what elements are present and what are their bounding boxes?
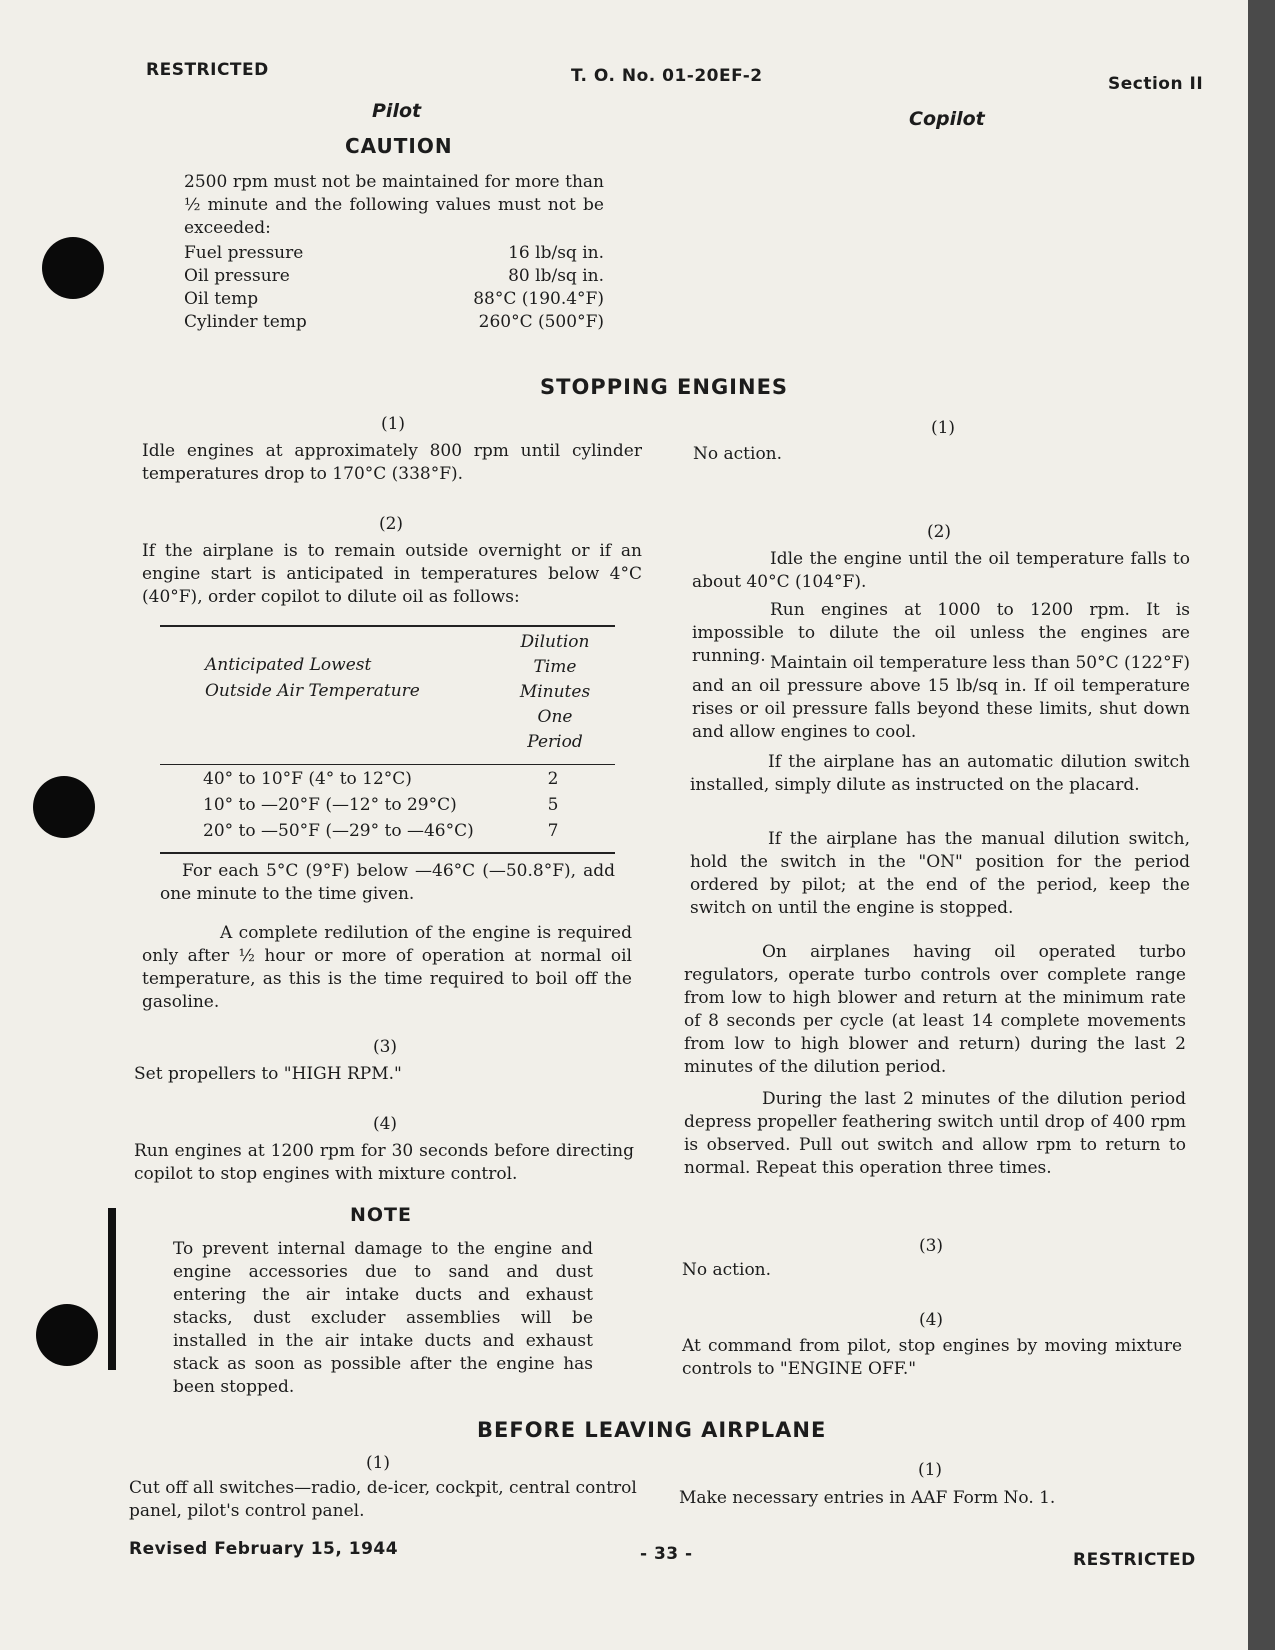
table-row: [203, 795, 563, 820]
table-row: [203, 821, 563, 846]
copilot-paragraph-5: If the airplane has the manual dilution switch, hold the switch in the "ON" position for the period ordered by pilot; at the end of the period, keep the switch on until the engine is stopped.: [690, 829, 1190, 918]
limit-label: Oil pressure: [184, 266, 290, 286]
table-top-rule: [160, 625, 615, 627]
table-header-rule: [160, 764, 615, 765]
table-footnote: For each 5°C (9°F) below —46°C (—50.8°F), add one minute to the time given.: [160, 861, 615, 904]
copilot-step-3-text: No action.: [682, 1260, 772, 1280]
copilot-column-heading: Copilot: [909, 108, 985, 130]
table-col2-line5: Period: [527, 732, 583, 752]
caution-title: CAUTION: [345, 134, 453, 158]
note-title: NOTE: [350, 1204, 412, 1226]
caution-text: 2500 rpm must not be maintained for more than ½ minute and the following values must not be exceeded:: [184, 172, 604, 238]
limit-row: [184, 266, 604, 289]
pilot-column-heading: Pilot: [372, 100, 422, 122]
leaving-copilot-text: Make necessary entries in AAF Form No. 1.: [679, 1488, 1056, 1508]
limit-value: 88°C (190.4°F): [473, 289, 604, 309]
limit-value: 16 lb/sq in.: [508, 243, 604, 263]
copilot-paragraph-3: Maintain oil temperature less than 50°C (122°F) and an oil pressure above 15 lb/sq in. If oil temperature rises or oil pressure falls beyond these limits, shut down and allow engines to cool.: [692, 653, 1190, 742]
binder-hole-bottom: [36, 1304, 98, 1366]
change-bar: [108, 1208, 116, 1370]
table-cell-temp: 20° to —50°F (—29° to —46°C): [203, 821, 474, 841]
limit-row: [184, 289, 604, 312]
header-restricted: RESTRICTED: [146, 60, 269, 80]
pilot-step-4-text: Run engines at 1200 rpm for 30 seconds before directing copilot to stop engines with mixture control.: [134, 1141, 634, 1184]
copilot-step-2-number: (2): [926, 522, 952, 542]
table-row: [203, 769, 563, 794]
copilot-paragraph-6: On airplanes having oil operated turbo regulators, operate turbo controls over complete range from low to high blower and return at the minimum rate of 8 seconds per cycle (at least 14 complete movements from low to high blower and return) during the last 2 minutes of the dilution period.: [684, 942, 1186, 1077]
copilot-step-1-number: (1): [930, 418, 956, 438]
limit-value: 80 lb/sq in.: [508, 266, 604, 286]
limit-label: Cylinder temp: [184, 312, 307, 332]
table-cell-minutes: 5: [547, 795, 559, 815]
pilot-step-1-text: Idle engines at approximately 800 rpm until cylinder temperatures drop to 170°C (338°F).: [142, 441, 642, 484]
copilot-step-4-number: (4): [918, 1310, 944, 1330]
copilot-paragraph-1: Idle the engine until the oil temperature falls to about 40°C (104°F).: [692, 549, 1190, 592]
limit-label: Fuel pressure: [184, 243, 304, 263]
table-cell-temp: 40° to 10°F (4° to 12°C): [203, 769, 412, 789]
pilot-step-4-number: (4): [372, 1114, 398, 1134]
limit-label: Oil temp: [184, 289, 259, 309]
limit-row: [184, 243, 604, 266]
pilot-step-1-number: (1): [380, 414, 406, 434]
stopping-engines-heading: STOPPING ENGINES: [540, 375, 789, 399]
table-cell-minutes: 2: [547, 769, 559, 789]
footer-page-number: - 33 -: [640, 1544, 693, 1564]
copilot-step-4-text: At command from pilot, stop engines by moving mixture controls to "ENGINE OFF.": [682, 1336, 1182, 1379]
table-bottom-rule: [160, 852, 615, 854]
footer-revised-date: Revised February 15, 1944: [129, 1539, 399, 1559]
binder-hole-middle: [33, 776, 95, 838]
copilot-paragraph-7: During the last 2 minutes of the dilution period depress propeller feathering switch until drop of 400 rpm is observed. Pull out switch and allow rpm to return to normal. Repeat this operation three times.: [684, 1089, 1186, 1178]
copilot-paragraph-2: Run engines at 1000 to 1200 rpm. It is impossible to dilute the oil unless the engines are running.: [692, 600, 1190, 666]
binder-hole-top: [42, 237, 104, 299]
table-col2-line2: Time: [533, 657, 577, 677]
footer-restricted: RESTRICTED: [1073, 1550, 1196, 1570]
before-leaving-heading: BEFORE LEAVING AIRPLANE: [477, 1418, 827, 1442]
limit-row: [184, 312, 604, 335]
header-section: Section II: [1108, 74, 1204, 94]
copilot-step-3-number: (3): [918, 1236, 944, 1256]
pilot-step-3-number: (3): [372, 1037, 398, 1057]
table-cell-temp: 10° to —20°F (—12° to 29°C): [203, 795, 457, 815]
note-text: To prevent internal damage to the engine and engine accessories due to sand and dust entering the air intake ducts and exhaust stacks, dust excluder assemblies will be installed in the air intake ducts and exhaust stack as soon as possible after the engine has been stopped.: [173, 1239, 593, 1397]
limit-value: 260°C (500°F): [478, 312, 604, 332]
leaving-copilot-step-number: (1): [917, 1460, 943, 1480]
header-to-number: T. O. No. 01-20EF-2: [571, 66, 763, 86]
leaving-pilot-step-number: (1): [365, 1453, 391, 1473]
table-col1-line2: Outside Air Temperature: [205, 681, 420, 701]
table-col2-line1: Dilution: [520, 632, 590, 652]
pilot-step-2-number: (2): [378, 514, 404, 534]
redilution-paragraph: A complete redilution of the engine is required only after ½ hour or more of operation at normal oil temperature, as this is the time required to boil off the gasoline.: [142, 923, 632, 1012]
pilot-step-3-text: Set propellers to "HIGH RPM.": [134, 1064, 402, 1084]
table-col1-line1: Anticipated Lowest: [205, 655, 372, 675]
copilot-step-1-text: No action.: [693, 444, 783, 464]
table-cell-minutes: 7: [547, 821, 559, 841]
copilot-paragraph-4: If the airplane has an automatic dilution switch installed, simply dilute as instructed on the placard.: [690, 752, 1190, 795]
pilot-step-2-text: If the airplane is to remain outside overnight or if an engine start is anticipated in temperatures below 4°C (40°F), order copilot to dilute oil as follows:: [142, 541, 642, 607]
table-col2-line4: One: [537, 707, 573, 727]
table-col2-line3: Minutes: [519, 682, 591, 702]
leaving-pilot-text: Cut off all switches—radio, de-icer, cockpit, central control panel, pilot's control panel.: [129, 1478, 637, 1521]
